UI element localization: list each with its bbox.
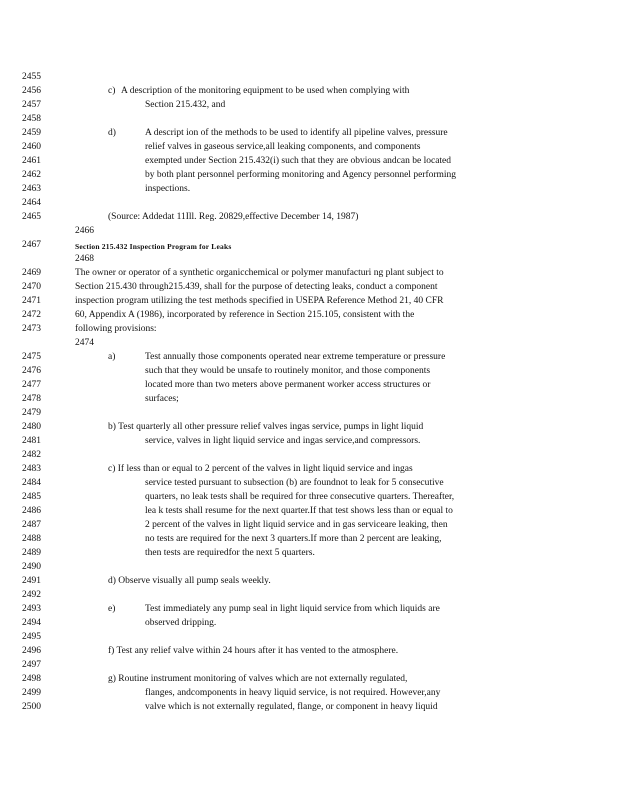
body-text: service tested pursuant to subsection (b) are foundnot to leak for 5 consecutive [145,478,444,488]
body-text: Test immediately any pump seal in light liquid service from which liquids are [145,604,440,614]
line-number: 2494 [22,618,41,628]
line-number: 2476 [22,366,41,376]
body-text: Section 215.430 through215.439, shall for the purpose of detecting leaks, conduct a component [75,282,438,292]
line-number: 2479 [22,408,41,418]
line-number: 2477 [22,380,41,390]
line-number: 2483 [22,464,41,474]
body-text: Test annually those components operated near extreme temperature or pressure [145,352,446,362]
body-text: g) Routine instrument monitoring of valves which are not externally regulated, [108,674,408,684]
line-number: 2461 [22,156,41,166]
line-number: 2458 [22,114,41,124]
line-number: 2496 [22,646,41,656]
line-number: 2490 [22,562,41,572]
body-text: flanges, andcomponents in heavy liquid service, is not required. However,any [145,688,441,698]
line-number: 2468 [75,254,94,264]
line-number: 2463 [22,184,41,194]
body-text: by both plant personnel performing monitoring and Agency personnel performing [145,170,457,180]
line-number: 2455 [22,72,41,82]
line-number: 2487 [22,520,41,530]
line-number: 2456 [22,86,41,96]
body-text: f) Test any relief valve within 24 hours after it has vented to the atmosphere. [108,646,399,656]
body-text: quarters, no leak tests shall be required for three consecutive quarters. Thereafter, [145,492,455,502]
body-text: service, valves in light liquid service and ingas service,and compressors. [145,436,421,446]
body-text: exempted under Section 215.432(i) such that they are obvious andcan be located [145,156,452,166]
line-number: 2493 [22,604,41,614]
item-label: a) [108,352,116,362]
item-label: c) [108,86,116,96]
body-text: d) Observe visually all pump seals weekly. [108,576,271,586]
body-text: valve which is not externally regulated, flange, or component in heavy liquid [145,702,438,712]
line-number: 2489 [22,548,41,558]
body-text: b) Test quarterly all other pressure relief valves ingas service, pumps in light liquid [108,422,424,432]
line-number: 2466 [75,226,94,236]
body-text: 2 percent of the valves in light liquid service and in gas serviceare leaking, then [145,520,448,530]
line-number: 2492 [22,590,41,600]
body-text: 60, Appendix A (1986), incorporated by reference in Section 215.105, consistent with the [75,310,415,320]
line-number: 2473 [22,324,41,334]
body-text: A description of the monitoring equipment to be used when complying with [121,86,410,96]
item-label: e) [108,604,116,614]
body-text: c) If less than or equal to 2 percent of the valves in light liquid service and ingas [108,464,413,474]
body-text: surfaces; [145,394,179,404]
body-text: relief valves in gaseous service,all leaking components, and components [145,142,421,152]
line-number: 2484 [22,478,41,488]
line-number: 2481 [22,436,41,446]
line-number: 2460 [22,142,41,152]
line-number: 2497 [22,660,41,670]
body-text: located more than two meters above permanent worker access structures or [145,380,431,390]
line-number: 2498 [22,674,41,684]
line-number: 2459 [22,128,41,138]
body-text: lea k tests shall resume for the next quarter.If that test shows less than or equal to [145,506,453,516]
line-number: 2495 [22,632,41,642]
line-number: 2478 [22,394,41,404]
line-number: 2470 [22,282,41,292]
line-number: 2480 [22,422,41,432]
body-text: observed dripping. [145,618,217,628]
line-number: 2457 [22,100,41,110]
line-number: 2472 [22,310,41,320]
body-text: Section 215.432, and [145,100,226,110]
line-number: 2475 [22,352,41,362]
source-note: (Source: Addedat 11Ill. Reg. 20829,effective December 14, 1987) [108,212,359,222]
body-text: then tests are requiredfor the next 5 quarters. [145,548,315,558]
line-number: 2491 [22,576,41,586]
line-number: 2488 [22,534,41,544]
line-number: 2486 [22,506,41,516]
body-text: inspection program utilizing the test methods specified in USEPA Reference Method 21, 40 CFR [75,296,444,306]
body-text: inspections. [145,184,191,194]
body-text: The owner or operator of a synthetic organicchemical or polymer manufacturi ng plant subject to [75,268,444,278]
line-number: 2474 [75,338,94,348]
body-text: A descript ion of the methods to be used to identify all pipeline valves, pressure [145,128,448,138]
line-number: 2465 [22,212,41,222]
body-text: no tests are required for the next 3 quarters.If more than 2 percent are leaking, [145,534,442,544]
line-number: 2500 [22,702,41,712]
section-heading: Section 215.432 Inspection Program for Leaks [75,242,232,251]
item-label: d) [108,128,116,138]
line-number: 2464 [22,198,41,208]
line-number: 2471 [22,296,41,306]
line-number: 2467 [22,240,41,250]
line-number: 2499 [22,688,41,698]
line-number: 2462 [22,170,41,180]
body-text: following provisions: [75,324,157,334]
line-number: 2485 [22,492,41,502]
body-text: such that they would be unsafe to routinely monitor, and those components [145,366,431,376]
line-number: 2469 [22,268,41,278]
line-number: 2482 [22,450,41,460]
